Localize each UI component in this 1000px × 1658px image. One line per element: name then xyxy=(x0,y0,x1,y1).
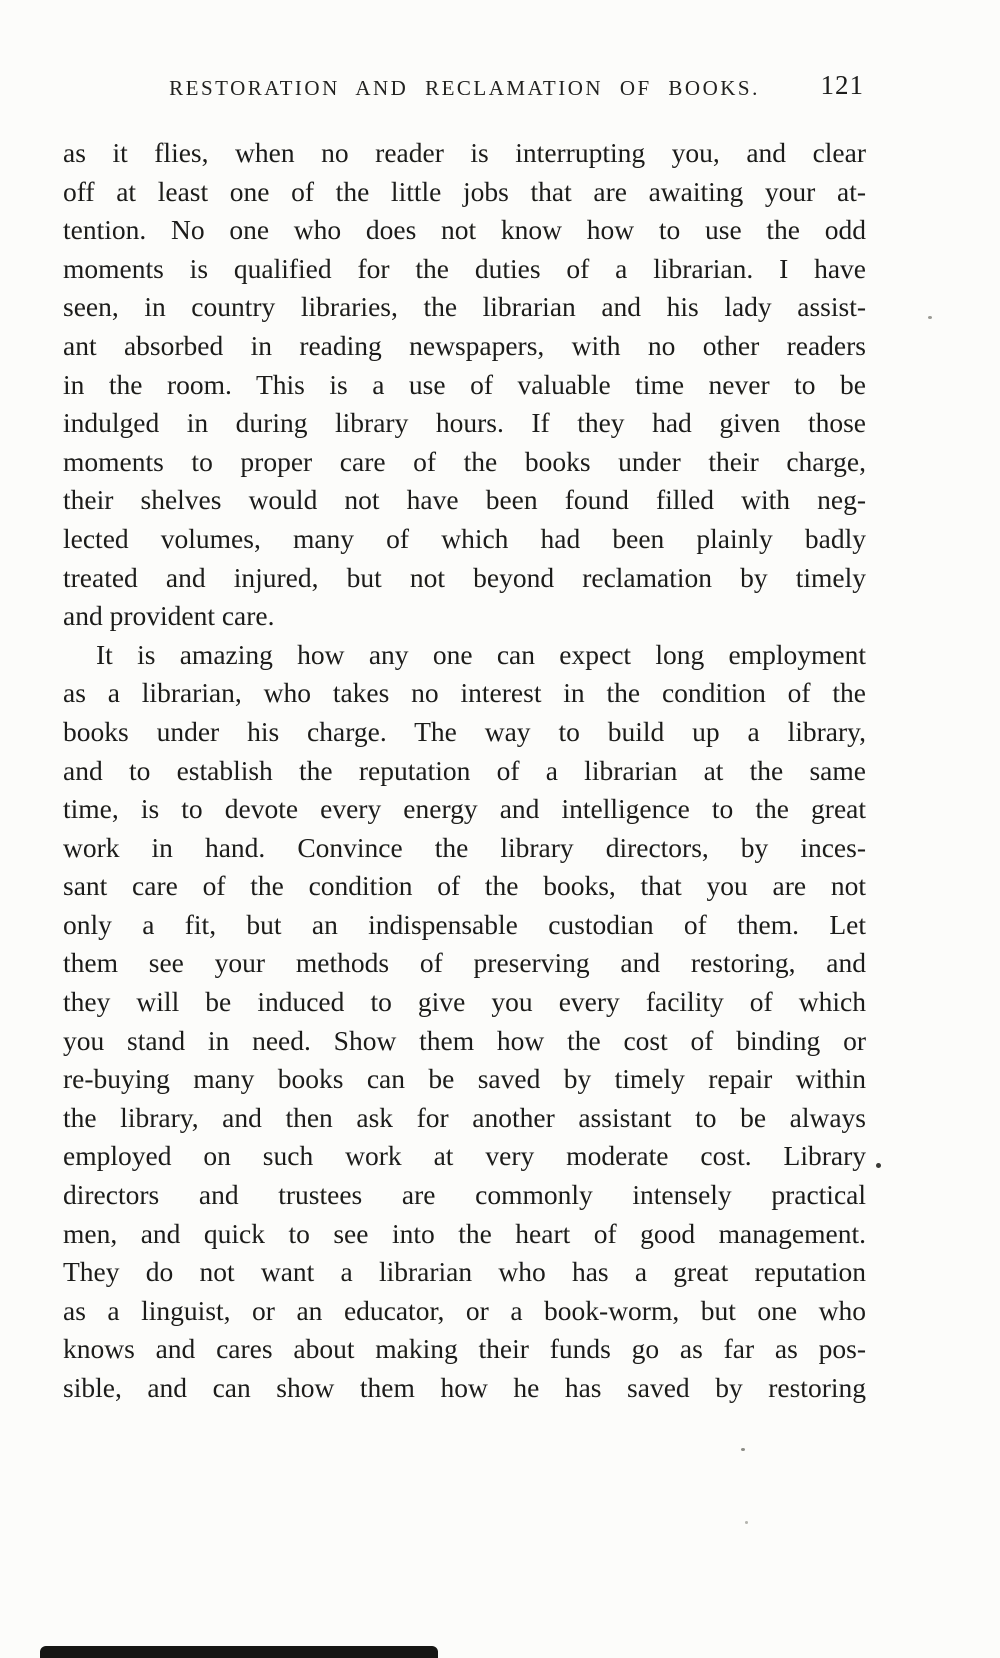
text-line: indulged in during library hours. If they had given those xyxy=(63,407,866,439)
running-header xyxy=(63,72,866,104)
text-line: as a librarian, who takes no interest in the condition of the xyxy=(63,677,866,709)
text-line: ant absorbed in reading newspapers, with no other readers xyxy=(63,329,866,361)
text-line: work in hand. Convince the library directors, by inces- xyxy=(63,831,866,863)
page-number: 121 xyxy=(820,70,864,100)
text-line: treated and injured, but not beyond reclamation by timely xyxy=(63,561,866,593)
text-line: employed on such work at very moderate cost. Library xyxy=(63,1140,866,1172)
text-line: moments to proper care of the books under their charge, xyxy=(63,445,866,477)
scan-speck xyxy=(928,316,932,319)
text-line: only a fit, but an indispensable custodian of them. Let xyxy=(63,908,866,940)
text-line: knows and cares about making their funds go as far as pos- xyxy=(63,1333,866,1365)
text-line: they will be induced to give you every facility of which xyxy=(63,986,866,1018)
text-line: books under his charge. The way to build up a library, xyxy=(63,715,866,747)
scan-speck xyxy=(745,1521,748,1524)
text-line: sible, and can show them how he has saved by restoring xyxy=(63,1372,866,1403)
text-line: them see your methods of preserving and restoring, and xyxy=(63,947,866,979)
text-line: in the room. This is a use of valuable time never to be xyxy=(63,368,866,400)
text-line: sant care of the condition of the books, that you are not xyxy=(63,870,866,902)
body-text xyxy=(63,134,866,1408)
text-line: their shelves would not have been found filled with neg- xyxy=(63,484,866,516)
text-line: lected volumes, many of which had been plainly badly xyxy=(63,522,866,554)
text-line: It is amazing how any one can expect long employment xyxy=(96,638,866,670)
scan-speck xyxy=(876,1163,881,1168)
text-line: as a linguist, or an educator, or a book-worm, but one who xyxy=(63,1294,866,1326)
text-line: as it flies, when no reader is interrupting you, and clear xyxy=(63,137,866,168)
text-line: and to establish the reputation of a librarian at the same xyxy=(63,754,866,786)
header-title: RESTORATION AND RECLAMATION OF BOOKS. xyxy=(169,76,760,100)
text-line: tention. No one who does not know how to use the odd xyxy=(63,214,866,246)
text-line: seen, in country libraries, the librarian and his lady assist- xyxy=(63,291,866,323)
text-line: re-buying many books can be saved by timely repair within xyxy=(63,1063,866,1095)
scan-edge-artifact xyxy=(40,1646,438,1658)
text-line: time, is to devote every energy and intelligence to the great xyxy=(63,793,866,825)
text-line: off at least one of the little jobs that are awaiting your at- xyxy=(63,175,866,207)
text-line: and provident care. xyxy=(63,600,275,632)
text-line: directors and trustees are commonly intensely practical xyxy=(63,1179,866,1211)
text-line: moments is qualified for the duties of a librarian. I have xyxy=(63,252,866,284)
text-line: They do not want a librarian who has a great reputation xyxy=(63,1256,866,1288)
text-line: the library, and then ask for another assistant to be always xyxy=(63,1101,866,1133)
text-line: you stand in need. Show them how the cost of binding or xyxy=(63,1024,866,1056)
text-line: men, and quick to see into the heart of good management. xyxy=(63,1217,866,1249)
scan-speck xyxy=(741,1448,745,1451)
